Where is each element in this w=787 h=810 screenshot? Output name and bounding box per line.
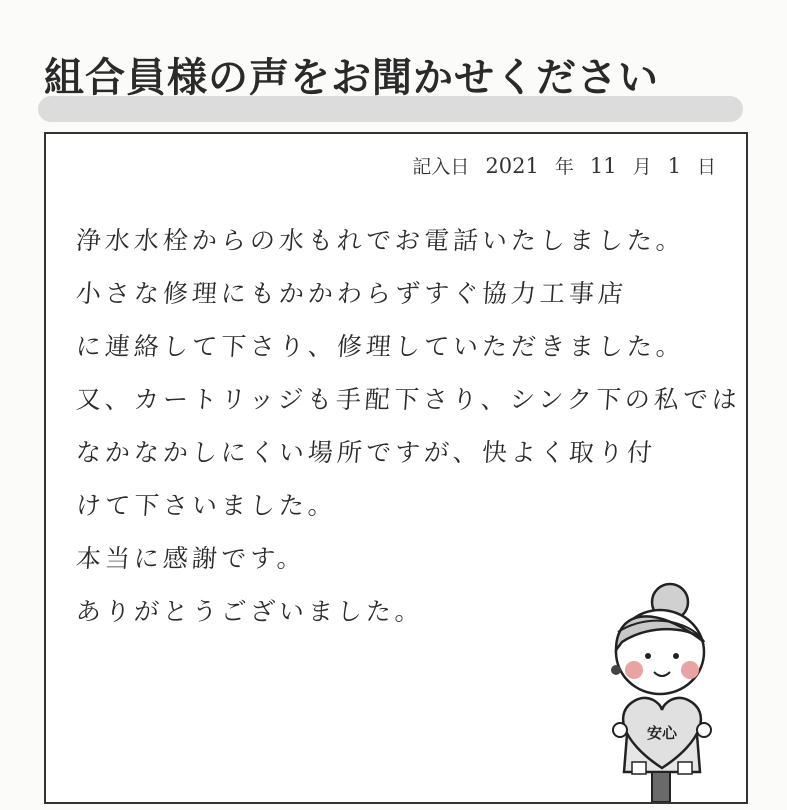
message-line: 小さな修理にもかかわらずすぐ協力工事店 [74,279,629,308]
date-year: 2021 [485,154,539,178]
message-line: に連絡して下さり、修理していただきました。 [74,332,687,361]
entry-date [412,152,716,179]
page-title: 組合員様の声をお聞かせください [44,55,659,101]
message-line: なかなかしにくい場所ですが、快よく取り付 [74,438,658,467]
date-month: 11 [589,154,617,178]
message-line: 又、カートリッジも手配下さり、シンク下の私では [74,385,742,414]
mascot-legs [652,772,670,802]
date-day-unit: 日 [696,156,716,178]
message-line: 本当に感謝です。 [74,544,308,573]
mascot-cheek [625,661,643,679]
date-day: 1 [667,154,681,178]
date-month-unit: 月 [632,156,652,178]
message-line: けて下さいました。 [74,491,339,520]
message-line: ありがとうございました。 [74,597,426,626]
date-year-unit: 年 [554,156,574,178]
message-line: 浄水水栓からの水もれでお電話いたしました。 [74,226,687,255]
mascot-cheek [681,661,699,679]
date-label: 記入日 [412,156,470,178]
mascot-badge-text: 安心 [646,724,678,742]
mascot-illustration [592,572,722,802]
feedback-card [44,132,748,804]
